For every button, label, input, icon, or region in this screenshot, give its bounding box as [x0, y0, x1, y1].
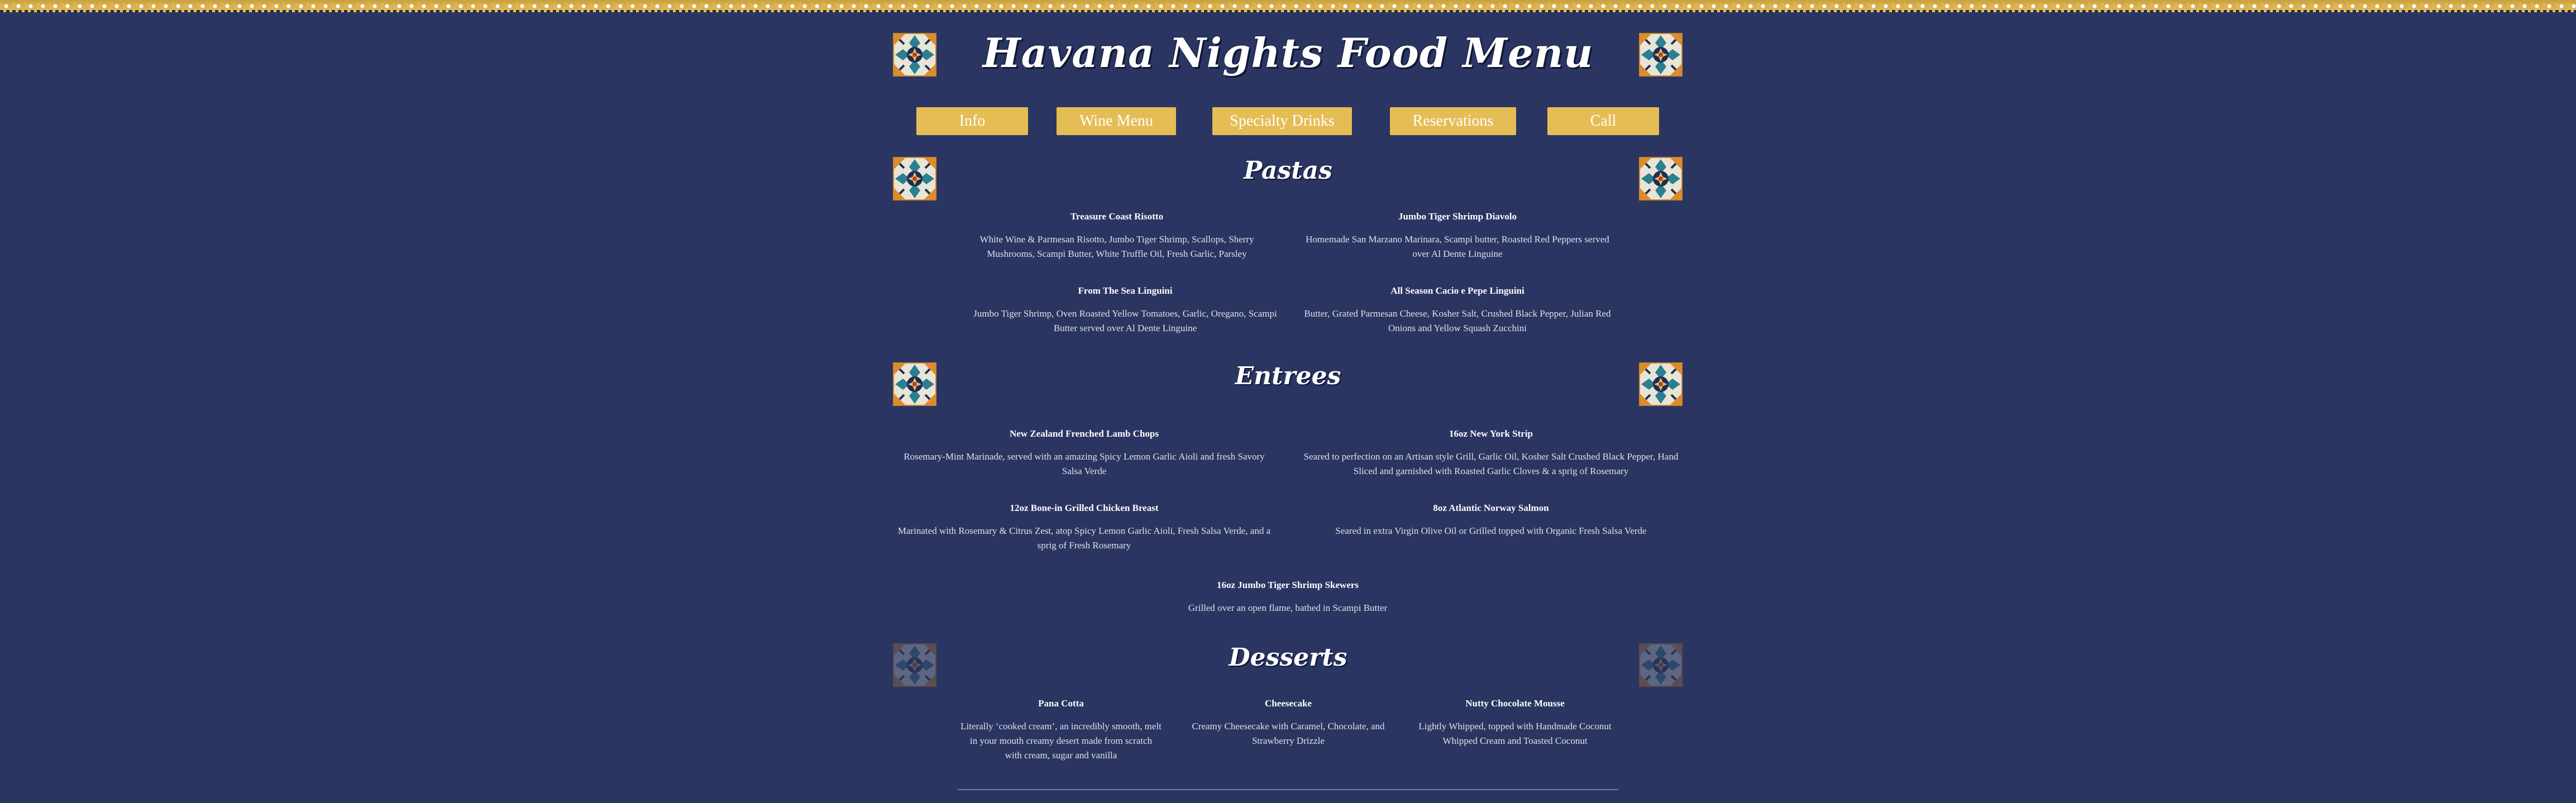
menu-item-name: Nutty Chocolate Mousse [1465, 698, 1565, 709]
menu-item [972, 285, 1279, 336]
menu-item [960, 211, 1273, 261]
menu-item-description: Lightly Whipped, topped with Handmade Coconut Whipped Cream and Toasted Coconut [1418, 721, 1612, 746]
menu-item [1184, 698, 1392, 748]
menu-item-name: From The Sea Linguini [1078, 285, 1173, 296]
menu-item [1298, 428, 1684, 479]
menu-item-description: Rosemary-Mint Marinade, served with an amazing Spicy Lemon Garlic Aioli and fresh Savory Salsa Verde [904, 451, 1265, 476]
menu-item-name: Pana Cotta [1038, 698, 1084, 709]
menu-item [960, 698, 1162, 763]
footer-divider [958, 789, 1618, 790]
menu-item-name: 8oz Atlantic Norway Salmon [1433, 503, 1549, 513]
menu-item [1298, 503, 1684, 538]
menu-item-name: Cheesecake [1264, 698, 1312, 709]
menu-item-name: Jumbo Tiger Shrimp Diavolo [1398, 211, 1517, 222]
section-title-pastas: Pastas [1244, 156, 1332, 185]
menu-item-description: Seared to perfection on an Artisan style Grill, Garlic Oil, Kosher Salt Crushed Black Pepper, Hand Sliced and garnished with Roasted Garlic Cloves & a sprig of Rosemary [1303, 451, 1679, 476]
menu-item [1409, 698, 1621, 748]
menu-item-description: Grilled over an open flame, bathed in Scampi Butter [1188, 603, 1388, 613]
menu-item [893, 503, 1275, 553]
menu-item-name: Treasure Coast Risotto [1070, 211, 1164, 222]
menu-item-description: Seared in extra Virgin Olive Oil or Grilled topped with Organic Fresh Salsa Verde [1335, 525, 1647, 536]
menu-item [893, 428, 1275, 479]
menu-item [1120, 580, 1455, 615]
page-title: Havana Nights Food Menu [982, 29, 1594, 77]
menu-item-description: Homemade San Marzano Marinara, Scampi butter, Roasted Red Peppers served over Al Dente Linguine [1306, 234, 1609, 259]
nav-call-button[interactable]: Call [1547, 107, 1659, 135]
nav-info-button[interactable]: Info [916, 107, 1028, 135]
section-title-desserts: Desserts [1229, 643, 1347, 672]
menu-item-name: 16oz New York Strip [1449, 428, 1533, 439]
menu-item-description: Literally ‘cooked cream’, an incredibly smooth, melt in your mouth creamy desert made from scratch with cream, sugar and vanilla [960, 721, 1162, 761]
menu-item-name: 12oz Bone-in Grilled Chicken Breast [1010, 503, 1159, 513]
nav-specialty-drinks-button[interactable]: Specialty Drinks [1212, 107, 1352, 135]
menu-item-description: Marinated with Rosemary & Citrus Zest, atop Spicy Lemon Garlic Aioli, Fresh Salsa Verde, and a sprig of Fresh Rosemary [897, 525, 1271, 551]
menu-item-name: 16oz Jumbo Tiger Shrimp Skewers [1216, 580, 1359, 590]
menu-item [1301, 285, 1614, 336]
menu-item [1304, 211, 1611, 261]
menu-item-description: Jumbo Tiger Shrimp, Oven Roasted Yellow Tomatoes, Garlic, Oregano, Scampi Butter served over Al Dente Linguine [973, 308, 1277, 333]
menu-item-name: New Zealand Frenched Lamb Chops [1010, 428, 1159, 439]
decorative-top-border [0, 0, 2576, 12]
menu-item-name: All Season Cacio e Pepe Linguini [1390, 285, 1524, 296]
menu-item-description: White Wine & Parmesan Risotto, Jumbo Tiger Shrimp, Scallops, Sherry Mushrooms, Scampi Butter, White Truffle Oil, Fresh Garlic, Parsley [979, 234, 1254, 259]
nav-wine-menu-button[interactable]: Wine Menu [1057, 107, 1176, 135]
nav-reservations-button[interactable]: Reservations [1390, 107, 1516, 135]
menu-item-description: Butter, Grated Parmesan Cheese, Kosher Salt, Crushed Black Pepper, Julian Red Onions and Yellow Squash Zucchini [1304, 308, 1611, 333]
menu-item-description: Creamy Cheesecake with Caramel, Chocolate, and Strawberry Drizzle [1192, 721, 1385, 746]
section-title-entrees: Entrees [1235, 362, 1341, 390]
